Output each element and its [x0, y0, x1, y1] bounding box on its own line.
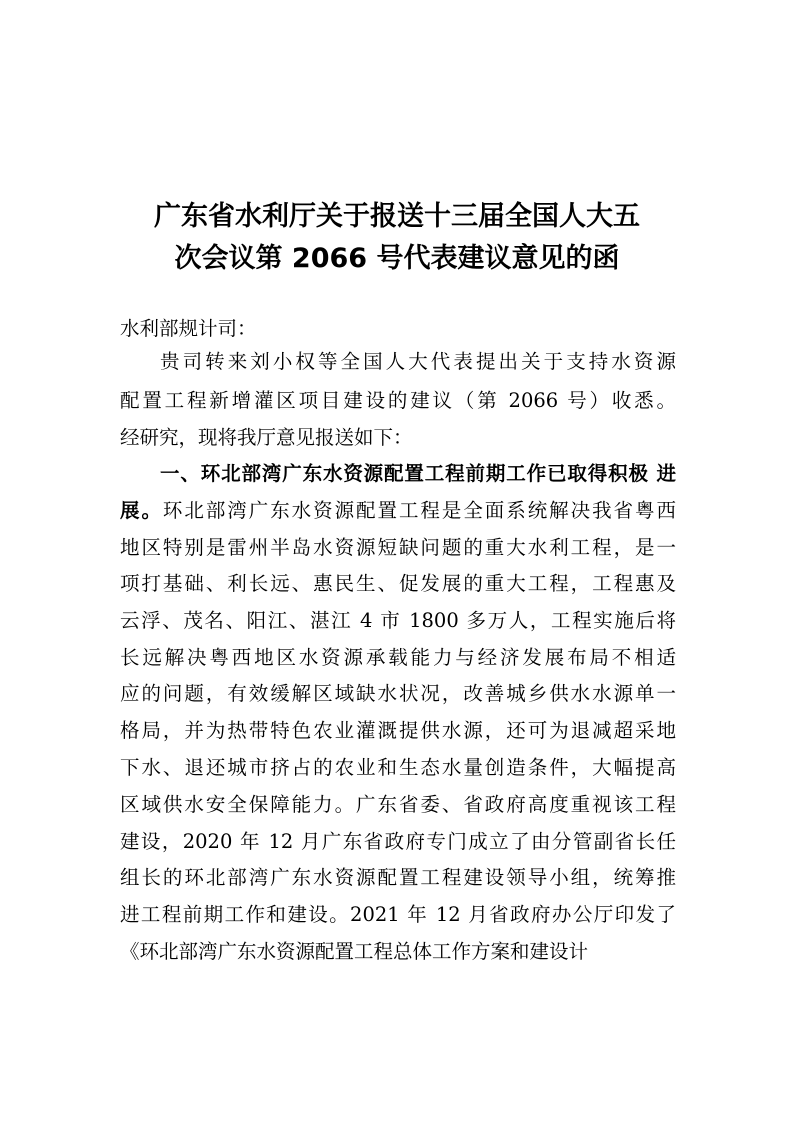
paragraph-line: 应的问题，有效缓解区域缺水状况，改善城乡供水水源单一 [120, 682, 676, 705]
paragraph-line: 项打基础、利长远、惠民生、促发展的重大工程，工程惠及 [120, 572, 676, 595]
section-heading-end: 展。 [120, 499, 163, 522]
paragraph-line: 配置工程新增灌区项目建设的建议（第 2066 号）收悉。 [120, 389, 676, 412]
paragraph-line: 组长的环北部湾广东水资源配置工程建设领导小组，统筹推 [120, 866, 676, 889]
paragraph-line: 进工程前期工作和建设。2021 年 12 月省政府办公厅印发了 [120, 903, 676, 926]
paragraph-line: 格局，并为热带特色农业灌溉提供水源，还可为退减超采地 [120, 719, 676, 742]
paragraph-line: 贵司转来刘小权等全国人大代表提出关于支持水资源 [160, 350, 676, 373]
paragraph-line: 长远解决粤西地区水资源承载能力与经济发展布局不相适 [120, 646, 676, 669]
section-text-start: 环北部湾广东水资源配置工程是全面系统解决我省粤西 [162, 499, 676, 522]
paragraph-line: 经研究，现将我厅意见报送如下： [120, 426, 413, 449]
salutation: 水利部规计司： [120, 317, 257, 340]
section-heading: 一、环北部湾广东水资源配置工程前期工作已取得积极 进 [160, 462, 676, 485]
paragraph-line: 《环北部湾广东水资源配置工程总体工作方案和建设计 [120, 940, 589, 963]
document-title-line-1: 广东省水利厅关于报送十三届全国人大五 [154, 201, 640, 232]
paragraph-line: 区域供水安全保障能力。广东省委、省政府高度重视该工程 [120, 793, 676, 816]
paragraph-line: 云浮、茂名、阳江、湛江 4 市 1800 多万人，工程实施后将 [120, 609, 676, 632]
section-first-line [120, 498, 676, 524]
document-title-line-2: 次会议第 2066 号代表建议意见的函 [174, 243, 620, 274]
paragraph-line: 地区特别是雷州半岛水资源短缺问题的重大水利工程，是一 [120, 536, 676, 559]
paragraph-line: 下水、退还城市挤占的农业和生态水量创造条件，大幅提高 [120, 756, 676, 779]
paragraph-line: 建设，2020 年 12 月广东省政府专门成立了由分管副省长任 [120, 830, 676, 853]
